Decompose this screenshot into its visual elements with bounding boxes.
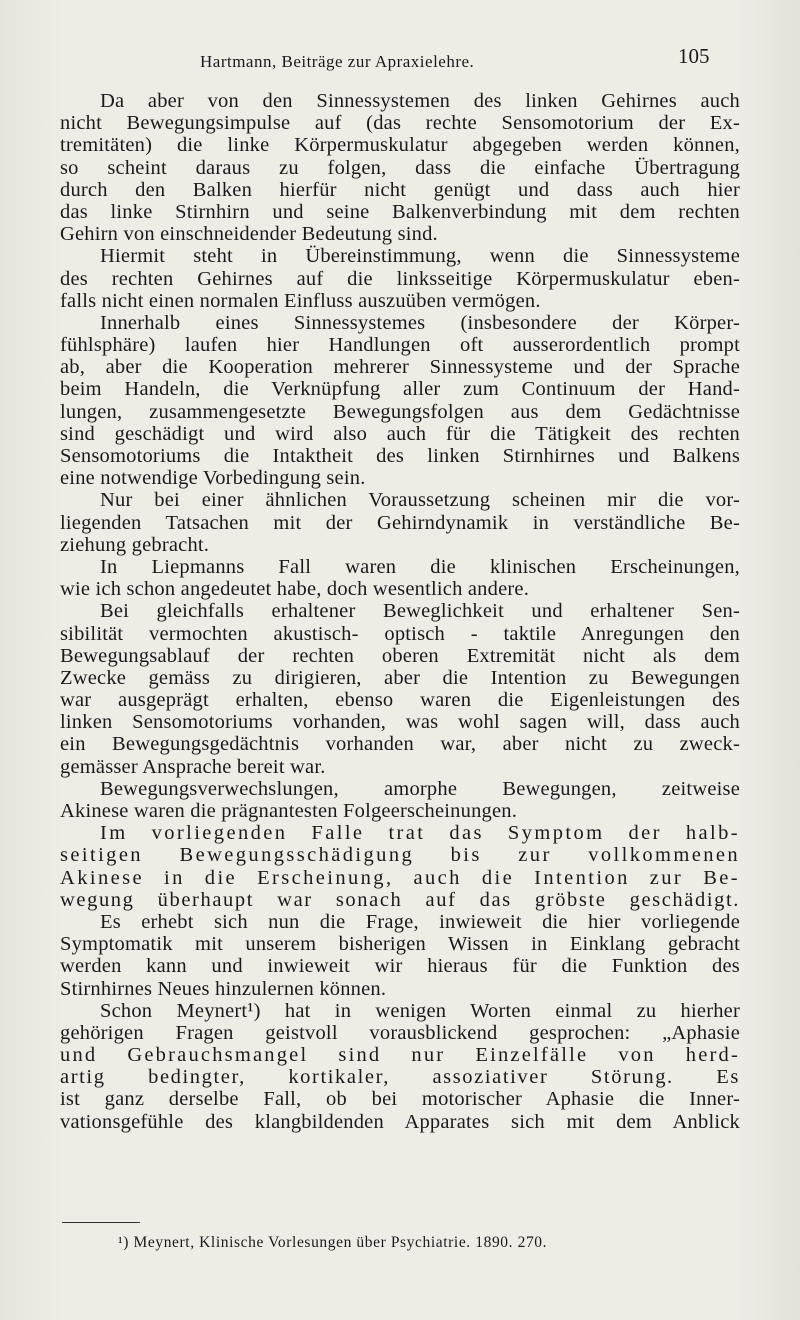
text-line: beim Handeln, die Verknüpfung aller zum Continuum der Hand- xyxy=(60,378,740,401)
text-line: Bewegungsverwechslungen, amorphe Bewegungen, zeitweise xyxy=(100,777,740,800)
text-line: Symptomatik mit unserem bisherigen Wissen in Einklang gebracht xyxy=(60,933,740,956)
text-line: eine notwendige Vorbedingung sein. xyxy=(60,467,366,490)
text-line: Innerhalb eines Sinnessystemes (insbesondere der Körper- xyxy=(100,311,740,334)
footnote: ¹) Meynert, Klinische Vorlesungen über Psychiatrie. 1890. 270. xyxy=(118,1234,548,1251)
text-line: lungen, zusammengesetzte Bewegungsfolgen aus dem Gedächtnisse xyxy=(60,400,740,423)
text-line: nicht Bewegungsimpulse auf (das rechte Sensomotorium der Ex- xyxy=(60,112,740,135)
text-line: linken Sensomotoriums vorhanden, was wohl sagen will, dass auch xyxy=(60,711,740,734)
text-line: war ausgeprägt erhalten, ebenso waren die Eigenleistungen des xyxy=(60,689,740,712)
text-line: gemässer Ansprache bereit war. xyxy=(60,755,326,778)
text-line: Stirnhirnes Neues hinzulernen können. xyxy=(60,977,387,1000)
text-line: Schon Meynert¹) hat in wenigen Worten einmal zu hierher xyxy=(100,999,740,1022)
text-line: werden kann und inwieweit wir hieraus für die Funktion des xyxy=(60,955,740,978)
text-line: Hiermit steht in Übereinstimmung, wenn die Sinnessysteme xyxy=(100,245,740,268)
text-line: tremitäten) die linke Körpermuskulatur abgegeben werden können, xyxy=(60,134,740,157)
text-line: Da aber von den Sinnessystemen des linken Gehirnes auch xyxy=(100,90,740,112)
text-line: des rechten Gehirnes auf die linksseitige Körpermuskulatur eben- xyxy=(60,267,740,290)
text-line: Sensomotoriums die Intaktheit des linken Stirnhirnes und Balkens xyxy=(60,445,740,467)
text-line: wie ich schon angedeutet habe, doch wesentlich andere. xyxy=(60,578,530,601)
text-line: fühlsphäre) laufen hier Handlungen oft ausserordentlich prompt xyxy=(60,334,740,357)
page-number: 105 xyxy=(678,44,710,68)
text-line: das linke Stirnhirn und seine Balkenverbindung mit dem rechten xyxy=(60,200,740,223)
text-line: ein Bewegungsgedächtnis vorhanden war, aber nicht zu zweck- xyxy=(60,733,740,756)
text-line: artig bedingter, kortikaler, assoziativer Störung. Es xyxy=(60,1066,740,1089)
text-line: In Liepmanns Fall waren die klinischen Erscheinungen, xyxy=(100,555,740,578)
text-line: durch den Balken hierfür nicht genügt und dass auch hier xyxy=(60,178,740,201)
text-line: Es erhebt sich nun die Frage, inwieweit die hier vorliegende xyxy=(100,910,740,933)
text-line: ab, aber die Kooperation mehrerer Sinnessysteme und der Sprache xyxy=(60,356,740,379)
text-line: sibilität vermochten akustisch- optisch - taktile Anregungen den xyxy=(60,622,740,645)
text-line: wegung überhaupt war sonach auf das gröbste geschädigt. xyxy=(60,888,740,911)
body-text xyxy=(60,90,740,1133)
text-line: gehörigen Fragen geistvoll vorausblickend gesprochen: „Aphasie xyxy=(60,1021,740,1044)
text-line: Akinese waren die prägnantesten Folgeerscheinungen. xyxy=(60,800,518,822)
text-line: seitigen Bewegungsschädigung bis zur vollkommenen xyxy=(60,844,740,867)
text-line: so scheint daraus zu folgen, dass die einfache Übertragung xyxy=(60,156,740,179)
text-line: ist ganz derselbe Fall, ob bei motorischer Aphasie die Inner- xyxy=(60,1088,740,1111)
text-line: Akinese in die Erscheinung, auch die Intention zur Be- xyxy=(60,866,740,889)
footnote-divider xyxy=(62,1222,140,1223)
text-line: Gehirn von einschneidender Bedeutung sind. xyxy=(60,223,438,246)
text-line: Nur bei einer ähnlichen Voraussetzung scheinen mir die vor- xyxy=(100,489,740,512)
text-line: sind geschädigt und wird also auch für die Tätigkeit des rechten xyxy=(60,422,740,445)
text-line: falls nicht einen normalen Einfluss auszuüben vermögen. xyxy=(60,289,541,312)
text-line: Zwecke gemäss zu dirigieren, aber die Intention zu Bewegungen xyxy=(60,666,740,689)
text-line: liegenden Tatsachen mit der Gehirndynamik in verständliche Be- xyxy=(60,511,740,534)
text-line: vationsgefühle des klangbildenden Apparates sich mit dem Anblick xyxy=(60,1110,740,1133)
text-line: Im vorliegenden Falle trat das Symptom der halb- xyxy=(100,822,740,845)
text-line: Bewegungsablauf der rechten oberen Extremität nicht als dem xyxy=(60,644,740,667)
text-line: Bei gleichfalls erhaltener Beweglichkeit und erhaltener Sen- xyxy=(100,600,740,623)
running-head: Hartmann, Beiträge zur Apraxielehre. xyxy=(200,52,475,71)
text-line: und Gebrauchsmangel sind nur Einzelfälle von herd- xyxy=(60,1044,740,1067)
text-line: ziehung gebracht. xyxy=(60,533,210,556)
